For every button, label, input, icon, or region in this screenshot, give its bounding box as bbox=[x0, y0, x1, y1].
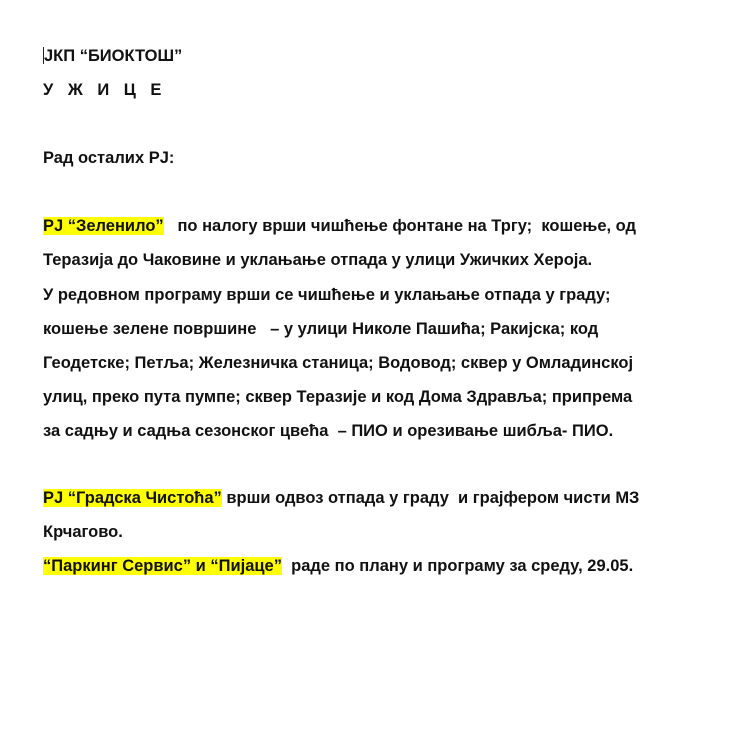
company-name: ЈКП “БИОКТОШ” bbox=[44, 47, 183, 65]
intro-heading: Рад осталих РЈ: bbox=[43, 149, 175, 167]
parking-text: раде по плану и програму за среду, 29.05. bbox=[281, 557, 634, 575]
cistoca-paragraph-line-1 bbox=[43, 488, 639, 508]
cistoca-unit-highlight: РЈ “Градска Чистоћа” bbox=[43, 489, 222, 507]
zelenilo-paragraph-line-3: У редовном програму врши се чишћење и уклањање отпада у граду; bbox=[43, 286, 611, 304]
zelenilo-paragraph-line-5: Геодетске; Петља; Железничка станица; Водовод; сквер у Омладинској bbox=[43, 354, 634, 372]
cistoca-paragraph-line-2: Крчагово. bbox=[43, 523, 123, 541]
company-name-line bbox=[43, 46, 182, 66]
cistoca-line1-text: врши одвоз отпада у граду и грајфером чисти МЗ bbox=[221, 489, 640, 507]
parking-unit-highlight: “Паркинг Сервис” и “Пијаце” bbox=[43, 557, 282, 575]
zelenilo-paragraph-line-6: улиц, преко пута пумпе; сквер Теразије и код Дома Здравља; припрема bbox=[43, 388, 633, 406]
zelenilo-paragraph-line-4: кошење зелене површине – у улици Николе Пашића; Ракијска; код bbox=[43, 320, 599, 338]
zelenilo-paragraph-line-1 bbox=[43, 216, 636, 236]
zelenilo-unit-highlight: РЈ “Зеленило” bbox=[43, 217, 164, 235]
city-name: У Ж И Ц Е bbox=[43, 81, 167, 99]
zelenilo-paragraph-line-2: Теразија до Чаковине и уклањање отпада у улици Ужичких Хероја. bbox=[43, 251, 593, 269]
zelenilo-paragraph-line-7: за садњу и садња сезонског цвећа – ПИО и орезивање шибља- ПИО. bbox=[43, 422, 614, 440]
zelenilo-line1-text: по налогу врши чишћење фонтане на Тргу; кошење, од bbox=[163, 217, 637, 235]
parking-paragraph-line bbox=[43, 556, 633, 576]
